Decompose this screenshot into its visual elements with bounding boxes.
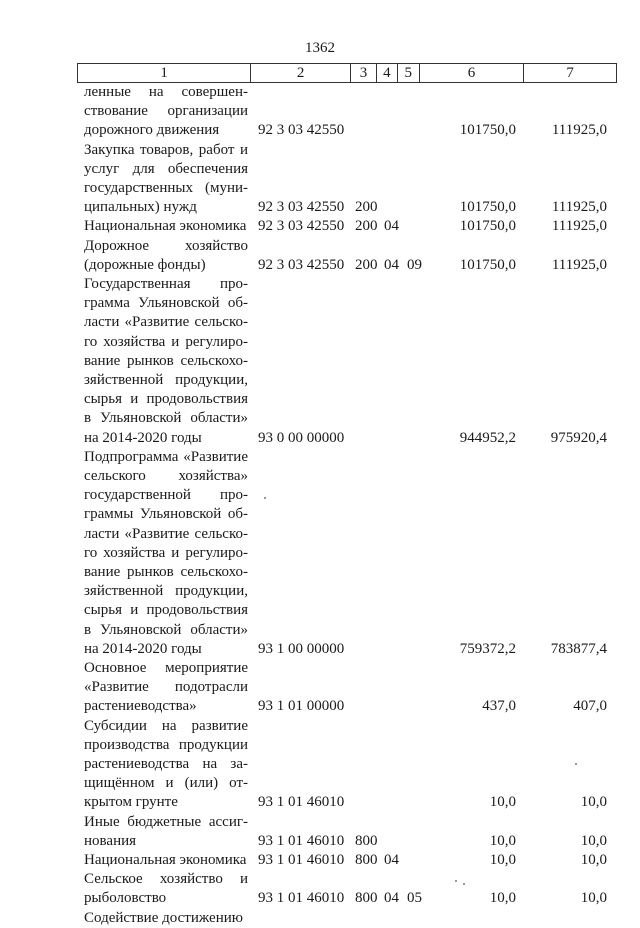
header-col-3: 3 <box>351 64 377 82</box>
row-description <box>84 659 248 717</box>
description-line: Национальная экономика <box>84 852 247 868</box>
row-amount-col7: 111925,0 <box>551 199 607 216</box>
header-col-5: 5 <box>398 64 420 82</box>
row-description <box>84 217 248 236</box>
row-description <box>84 870 248 908</box>
description-line: ласти «Развитие сельско- <box>84 525 248 542</box>
row-amount-col6: 437,0 <box>482 698 516 715</box>
description-line: Дорожное хозяйство <box>84 237 248 254</box>
header-col-4: 4 <box>377 64 398 82</box>
row-amount-col6: 10,0 <box>489 852 516 868</box>
row-amount-col6: 10,0 <box>489 832 516 849</box>
row-code: 93 1 01 46010 <box>258 852 345 868</box>
row-amount-col7: 111925,0 <box>551 218 607 235</box>
description-line: Иные бюджетные ассиг- <box>84 813 248 830</box>
description-line: на 2014-2020 годы <box>84 640 202 657</box>
description-line: на 2014-2020 годы <box>84 429 202 446</box>
header-col-7: 7 <box>566 65 574 81</box>
description-line: граммы Ульяновской об- <box>84 506 248 523</box>
scan-speck <box>463 883 465 885</box>
row-section: 04 <box>384 256 399 273</box>
row-description <box>84 717 248 813</box>
description-line: го хозяйства и регулиро- <box>84 333 248 350</box>
row-amount-col7: 111925,0 <box>551 256 607 273</box>
row-amount-col7: 10,0 <box>580 832 607 849</box>
row-amount-col7: 10,0 <box>580 852 607 868</box>
row-expense-type: 800 <box>355 852 378 868</box>
row-section: 04 <box>384 852 399 868</box>
row-code: 93 1 01 46010 <box>258 794 345 811</box>
description-line: зяйственной продукции, <box>84 583 248 600</box>
row-section: 04 <box>384 218 399 235</box>
description-line: производства продукции <box>84 736 248 753</box>
description-line: Национальная экономика <box>84 218 247 235</box>
description-line: ципальных) нужд <box>84 199 197 216</box>
description-line: рыболовство <box>84 890 167 907</box>
row-amount-col6: 10,0 <box>489 794 516 811</box>
description-line: Сельское хозяйство и <box>84 871 248 888</box>
header-col-6: 6 <box>420 64 525 82</box>
row-amount-col7: 407,0 <box>573 698 607 715</box>
description-line: государственных (муни- <box>84 180 248 196</box>
header-col-1: 1 <box>78 64 251 82</box>
row-code: 93 1 01 46010 <box>258 832 345 849</box>
description-line: (дорожные фонды) <box>84 256 206 273</box>
row-amount-col6: 101750,0 <box>459 199 516 216</box>
row-expense-type: 200 <box>355 199 378 216</box>
row-subsection: 09 <box>407 256 422 273</box>
row-amount-col7: 975920,4 <box>550 429 607 446</box>
description-line: Подпрограмма «Развитие <box>84 448 248 465</box>
description-line: сырья и продовольствия <box>84 391 248 408</box>
description-line: ленные на совершен- <box>84 84 248 100</box>
row-expense-type: 200 <box>355 218 378 235</box>
row-description <box>84 237 248 275</box>
row-amount-col6: 10,0 <box>489 890 516 907</box>
row-description <box>84 851 248 870</box>
description-line: го хозяйства и регулиро- <box>84 544 248 561</box>
row-amount-col6: 101750,0 <box>459 122 516 139</box>
description-line: ствование организации <box>84 103 248 120</box>
row-description <box>84 141 248 218</box>
description-line: государственной про- <box>84 487 248 504</box>
row-amount-col7: 111925,0 <box>551 122 607 139</box>
scan-speck <box>575 763 577 765</box>
scan-speck <box>455 880 457 882</box>
row-code: 93 0 00 00000 <box>258 429 345 446</box>
description-line: щищённом и (или) от- <box>84 775 248 792</box>
row-amount-col6: 944952,2 <box>459 429 516 446</box>
description-line: растениеводства» <box>84 698 197 715</box>
row-expense-type: 200 <box>355 256 378 273</box>
description-line: дорожного движения <box>84 122 220 139</box>
row-subsection: 05 <box>407 890 422 907</box>
row-code: 93 1 00 00000 <box>258 640 345 657</box>
row-code: 92 3 03 42550 <box>258 122 345 139</box>
row-description <box>84 448 248 659</box>
row-amount-col6: 759372,2 <box>459 640 516 657</box>
description-line: Субсидии на развитие <box>84 717 248 734</box>
description-line: грамма Ульяновской об- <box>84 295 248 312</box>
description-line: в Ульяновской области» <box>84 621 248 638</box>
row-code: 92 3 03 42550 <box>258 256 345 273</box>
table-header <box>77 63 617 83</box>
row-description <box>84 275 248 448</box>
row-code: 92 3 03 42550 <box>258 199 345 216</box>
row-description <box>84 909 248 928</box>
description-line: крытом грунте <box>84 794 178 811</box>
description-line: услуг для обеспечения <box>84 160 248 177</box>
description-line: сырья и продовольствия <box>84 602 248 619</box>
header-col-2: 2 <box>251 64 351 82</box>
description-line: Государственная про- <box>84 276 248 292</box>
description-line: ласти «Развитие сельско- <box>84 314 248 331</box>
description-line: растениеводства на за- <box>84 756 248 772</box>
description-line: в Ульяновской области» <box>84 410 248 427</box>
description-line: Содействие достижению <box>84 909 243 926</box>
row-amount-col6: 101750,0 <box>459 256 516 273</box>
row-description <box>84 83 248 141</box>
description-line: вание рынков сельскохо- <box>84 352 248 369</box>
row-amount-col6: 101750,0 <box>459 218 516 235</box>
row-description <box>84 813 248 851</box>
description-line: сельского хозяйства» <box>84 468 248 484</box>
description-line: зяйственной продукции, <box>84 372 248 389</box>
description-line: Закупка товаров, работ и <box>84 141 248 158</box>
description-line: «Развитие подотрасли <box>84 679 248 696</box>
row-expense-type: 800 <box>355 832 378 849</box>
row-expense-type: 800 <box>355 890 378 907</box>
description-line: Основное мероприятие <box>84 660 248 676</box>
row-code: 92 3 03 42550 <box>258 218 345 235</box>
row-code: 93 1 01 00000 <box>258 698 345 715</box>
row-amount-col7: 783877,4 <box>550 640 607 657</box>
row-section: 04 <box>384 890 399 907</box>
description-line: вание рынков сельскохо- <box>84 564 248 581</box>
page-number: 1362 <box>305 40 335 56</box>
row-amount-col7: 10,0 <box>580 890 607 907</box>
row-code: 93 1 01 46010 <box>258 890 345 907</box>
description-line: нования <box>84 832 137 849</box>
scan-speck <box>264 497 266 499</box>
row-amount-col7: 10,0 <box>580 794 607 811</box>
